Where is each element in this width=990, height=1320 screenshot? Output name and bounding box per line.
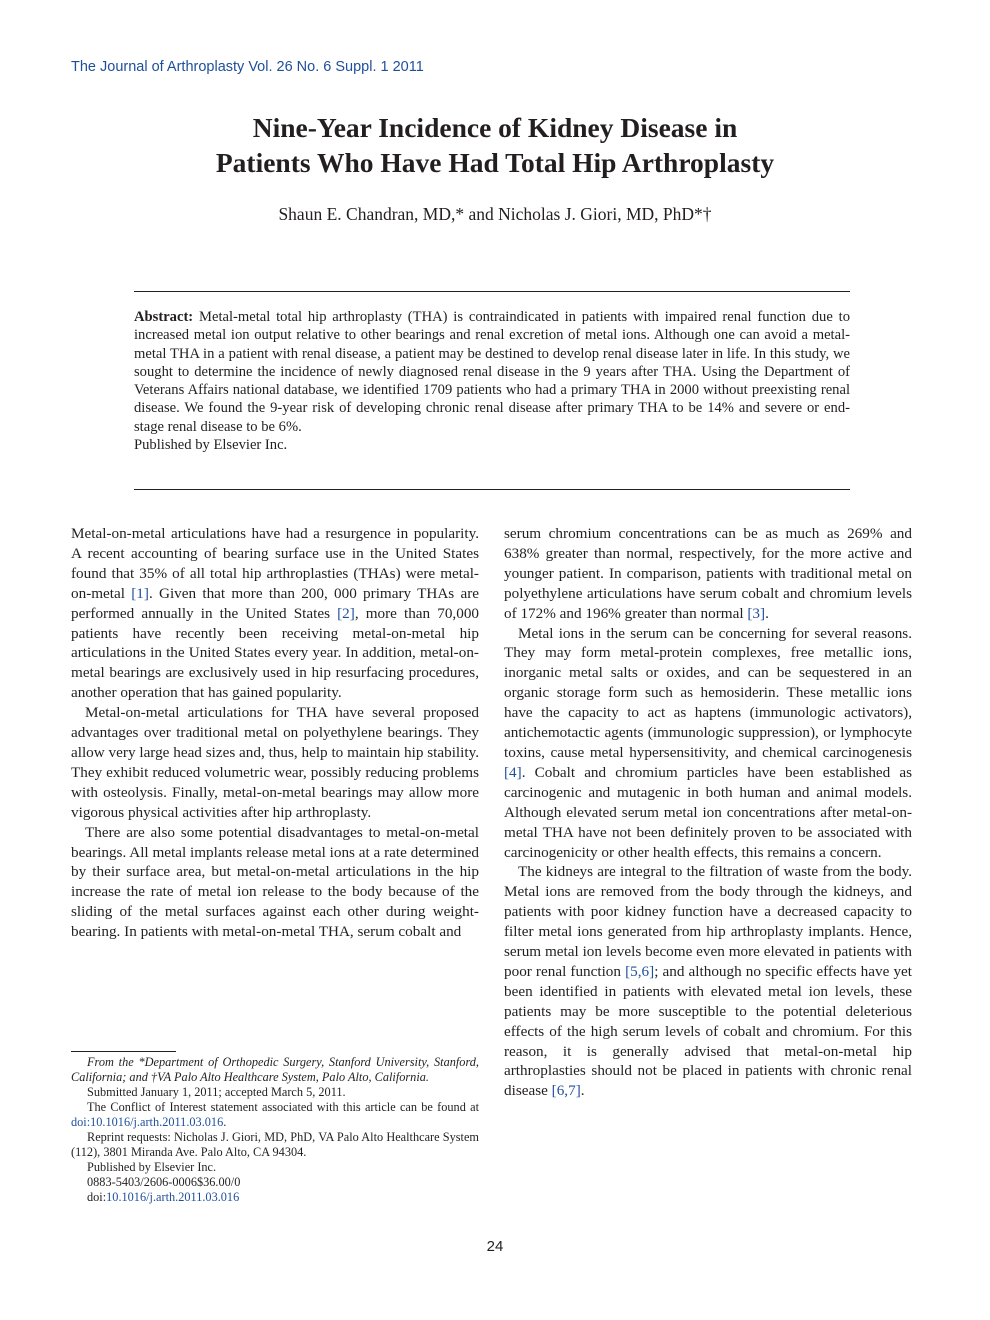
journal-header: The Journal of Arthroplasty Vol. 26 No. 6 Suppl. 1 2011 <box>71 59 424 75</box>
footnote-submitted: Submitted January 1, 2011; accepted March 5, 2011. <box>87 1085 346 1099</box>
footnotes <box>71 1055 479 1205</box>
body-text: The kidneys are integral to the filtration of waste from the body. Metal ions are removed from the body through the kidneys, and patients with poor kidney function have a decreased capacity to filter metal ions generated from hip arthroplasty implants. Hence, serum metal ion levels become even more elevated in patients with poor renal function <box>504 863 912 980</box>
body-text: Metal-on-metal articulations have had a resurgence in popularity. A recent accounting of bearing surface use in the United States found that 35% of all total hip arthroplasties (THAs) were metal-on-metal <box>71 525 479 602</box>
doi-link[interactable]: doi:10.1016/j.arth.2011.03.016 <box>71 1115 224 1129</box>
title-line-1: Nine-Year Incidence of Kidney Disease in <box>252 112 738 143</box>
body-paragraph: There are also some potential disadvantages to metal-on-metal bearings. All metal implants release metal ions at a rate determined by their surface area, but metal-on-metal articulations in the hip increase the rate of metal ion release to the body because of the sliding of the metal surfaces against each other during weight-bearing. In patients with metal-on-metal THA, serum cobalt and <box>71 823 479 941</box>
body-text: serum chromium concentrations can be as much as 269% and 638% greater than normal, respectively, for the more active and younger patient. In comparison, patients with traditional metal on polyethylene articulations have serum cobalt and chromium levels of 172% and 196% greater than normal <box>504 525 912 622</box>
abstract-text: Metal-metal total hip arthroplasty (THA) is contraindicated in patients with impaired renal function due to increased metal ion output relative to other bearings and renal excretion of metal ions. Although one can avoid a metal-metal THA in a patient with renal disease, a patient may be destined to develop renal disease later in life. In this study, we sought to determine the incidence of newly diagnosed renal disease in the 9 years after THA. Using the Department of Veterans Affairs national database, we identified 1709 patients who had a primary THA in 2000 without preexisting renal disease. We found the 9-year risk of developing chronic renal disease after primary THA to be 14% and severe or end-stage renal disease to be 6%. <box>134 309 850 435</box>
body-text: Metal ions in the serum can be concerning for several reasons. They may form metal-protein complexes, free metallic ions, inorganic metal salts or oxides, and can be sequestered in an organic storage form such as hemosiderin. These metallic ions have the capacity to act as haptens (immunologic activators), antichemotactic agents (immunologic suppression), or lymphocyte toxins, cause metal hypersensitivity, and chemical carcinogenesis <box>504 624 912 761</box>
body-paragraph: Metal-on-metal articulations for THA have several proposed advantages over traditional metal on polyethylene bearings. They allow very large head sizes and, thus, help to maintain hip stability. They exhibit reduced volumetric wear, possibly reducing problems with osteolysis. Finally, metal-on-metal bearings may allow more vigorous physical activities after hip arthroplasty. <box>71 704 479 821</box>
footnote-text: doi: <box>87 1190 107 1204</box>
body-text: . <box>765 604 769 622</box>
body-paragraph <box>504 862 912 1101</box>
footnote-reprint: Reprint requests: Nicholas J. Giori, MD, PhD, VA Palo Alto Healthcare System (112), 3801 Miranda Ave. Palo Alto, CA 94304. <box>71 1130 479 1159</box>
footnote-text: . <box>223 1115 227 1129</box>
page-number: 24 <box>486 1238 504 1255</box>
citation-link[interactable]: [1] <box>131 584 149 602</box>
footnote-issn: 0883-5403/2606-0006$36.00/0 <box>87 1175 241 1189</box>
body-paragraph <box>504 624 912 863</box>
abstract-label: Abstract: <box>134 309 194 325</box>
citation-link[interactable]: [3] <box>747 604 766 622</box>
body-text: ; and although no specific effects have yet been identified in patients with elevated metal ion levels, these patients may be more susceptible to the potential deleterious effects of the high serum levels of cobalt and chromium. For this reason, it is generally advised that metal-on-metal hip arthroplasties should not be placed in patients with chronic renal disease <box>504 962 912 1100</box>
body-text: . <box>580 1082 585 1100</box>
abstract-publisher: Published by Elsevier Inc. <box>134 437 288 454</box>
body-text: . Cobalt and chromium particles have been established as carcinogenic and mutagenic in both human and animal models. Although elevated serum metal ion concentrations after metal-on-metal THA have not been definitely proven to be associated with carcinogenicity or other health effects, this remains a concern. <box>504 763 912 861</box>
doi-link[interactable]: 10.1016/j.arth.2011.03.016 <box>106 1190 240 1204</box>
footnote-affiliation: From the *Department of Orthopedic Surgery, Stanford University, Stanford, California; and †VA Palo Alto Healthcare System, Palo Alto, California. <box>71 1055 479 1084</box>
abstract <box>134 308 850 454</box>
title-line-2: Patients Who Have Had Total Hip Arthroplasty <box>215 147 775 178</box>
footnote-text: The Conflict of Interest statement associated with this article can be found at <box>87 1100 479 1114</box>
body-column-left <box>71 524 479 942</box>
body-column-right <box>504 524 912 1101</box>
body-text: , more than 70,000 patients have recently been receiving metal-on-metal hip articulations in the United States every year. In addition, metal-on-metal bearings are exclusively used in hip resurfacing procedures, another operation that has gained popularity. <box>71 604 480 702</box>
footnote-doi <box>71 1190 479 1205</box>
author-list: Shaun E. Chandran, MD,* and Nicholas J. Giori, MD, PhD*† <box>278 204 712 224</box>
footnote-rule <box>71 1051 176 1052</box>
abstract-bottom-rule <box>134 489 850 490</box>
citation-link[interactable]: [2] <box>337 604 355 622</box>
citation-link[interactable]: [4] <box>504 763 522 781</box>
footnote-conflict <box>71 1100 479 1130</box>
citation-link[interactable]: [5,6] <box>625 962 655 980</box>
citation-link[interactable]: [6,7] <box>551 1082 581 1100</box>
body-text: . Given that more than 200, 000 primary THAs are performed annually in the United States <box>71 584 479 622</box>
footnote-publisher: Published by Elsevier Inc. <box>87 1160 217 1174</box>
article-title <box>60 110 930 180</box>
body-paragraph <box>504 524 912 624</box>
abstract-top-rule <box>134 291 850 292</box>
body-paragraph <box>71 524 479 703</box>
